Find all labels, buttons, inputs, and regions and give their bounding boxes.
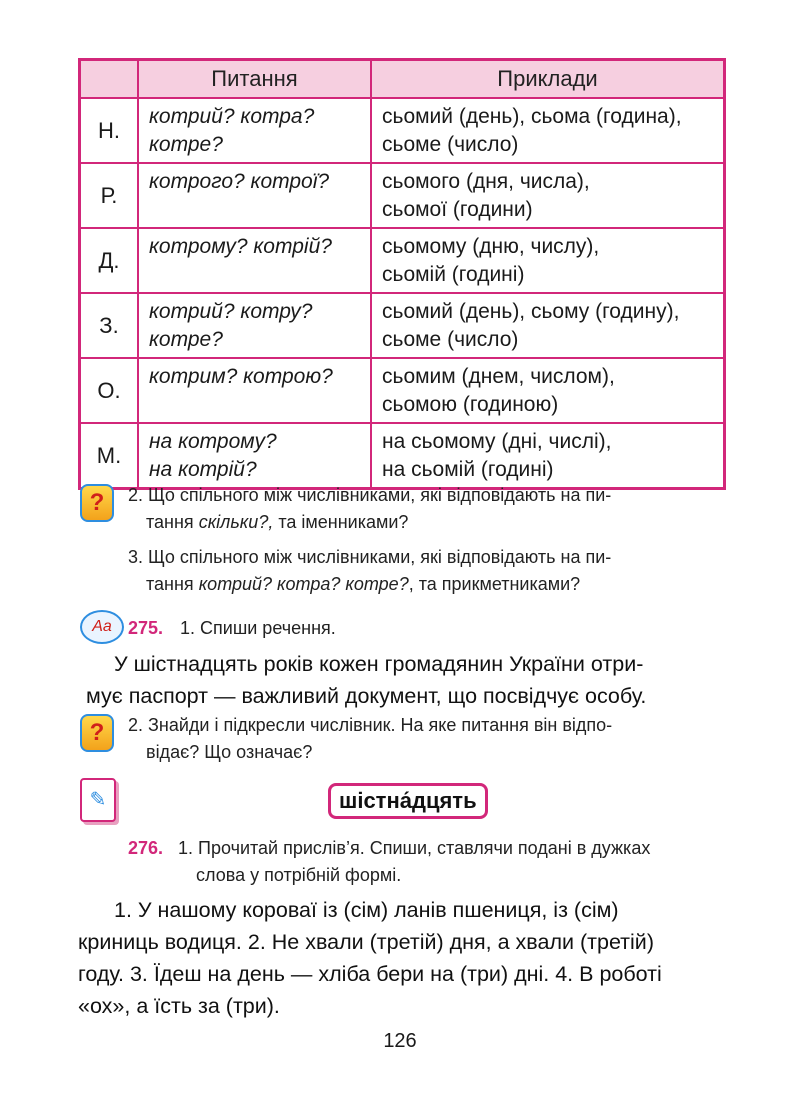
- declension-table: [78, 58, 726, 490]
- header-questions: Питання: [138, 60, 371, 99]
- case-label: М.: [80, 423, 139, 489]
- table-row: [80, 423, 725, 489]
- exercise-275-task-2: 2. Знайди і підкресли числівник. На яке питання він відпо- відає? Що означає?: [128, 715, 613, 762]
- case-example: на сьомому (дні, числі), на сьомій (годині): [371, 423, 725, 489]
- exercise-276-number: 276.: [128, 838, 164, 858]
- table-row: [80, 228, 725, 293]
- table-row: [80, 358, 725, 423]
- exercise-275-task-1: 1. Спиши речення.: [180, 618, 336, 638]
- case-example: сьомому (дню, числу), сьомій (годині): [371, 228, 725, 293]
- case-example: сьомий (день), сьома (година), сьоме (число): [371, 98, 725, 163]
- table-row: [80, 163, 725, 228]
- exercise-275-sentence: У шістнадцять років кожен громадянин України отри- мує паспорт — важливий документ, що посвідчує особу.: [86, 652, 647, 708]
- case-question: на котрому? на котрій?: [138, 423, 371, 489]
- exercise-275-number: 275.: [128, 618, 164, 638]
- exercise-276-task: 1. Прочитай прислів’я. Спиши, ставлячи подані в дужках слова у потрібній формі.: [178, 838, 651, 885]
- header-empty: [80, 60, 139, 99]
- question-icon: ?: [80, 714, 114, 752]
- case-label: Р.: [80, 163, 139, 228]
- case-question: котрий? котра? котре?: [138, 98, 371, 163]
- case-label: Д.: [80, 228, 139, 293]
- case-question: котрий? котру? котре?: [138, 293, 371, 358]
- writing-icon: Аа: [80, 610, 124, 644]
- question-2: 2. Що спільного між числівниками, які відповідають на пи- тання скільки?, та іменниками?: [128, 485, 612, 532]
- case-example: сьомого (дня, числа), сьомої (години): [371, 163, 725, 228]
- case-label: З.: [80, 293, 139, 358]
- case-question: котрим? котрою?: [138, 358, 371, 423]
- table-row: [80, 293, 725, 358]
- case-label: О.: [80, 358, 139, 423]
- case-example: сьомий (день), сьому (годину), сьоме (число): [371, 293, 725, 358]
- question-3: 3. Що спільного між числівниками, які відповідають на пи- тання котрий? котра? котре?, та прикметниками?: [128, 547, 612, 594]
- question-icon: ?: [80, 484, 114, 522]
- table-row: [80, 98, 725, 163]
- dictionary-word: шістна́дцять: [328, 783, 488, 819]
- dictionary-icon: ✎: [80, 778, 116, 822]
- page-number: 126: [383, 1030, 417, 1052]
- case-example: сьомим (днем, числом), сьомою (годиною): [371, 358, 725, 423]
- case-question: котрого? котрої?: [138, 163, 371, 228]
- header-examples: Приклади: [371, 60, 725, 99]
- table-header-row: [80, 60, 725, 99]
- case-question: котрому? котрій?: [138, 228, 371, 293]
- case-label: Н.: [80, 98, 139, 163]
- exercise-276-text: 1. У нашому короваї із (сім) ланів пшениця, із (сім) криниць водиця. 2. Не хвали (третій) дня, а хвали (третій) году. 3. Їдеш на день — хліба бери на (три) дні. 4. В роботі «ох», а їсть за (три).: [78, 898, 662, 1018]
